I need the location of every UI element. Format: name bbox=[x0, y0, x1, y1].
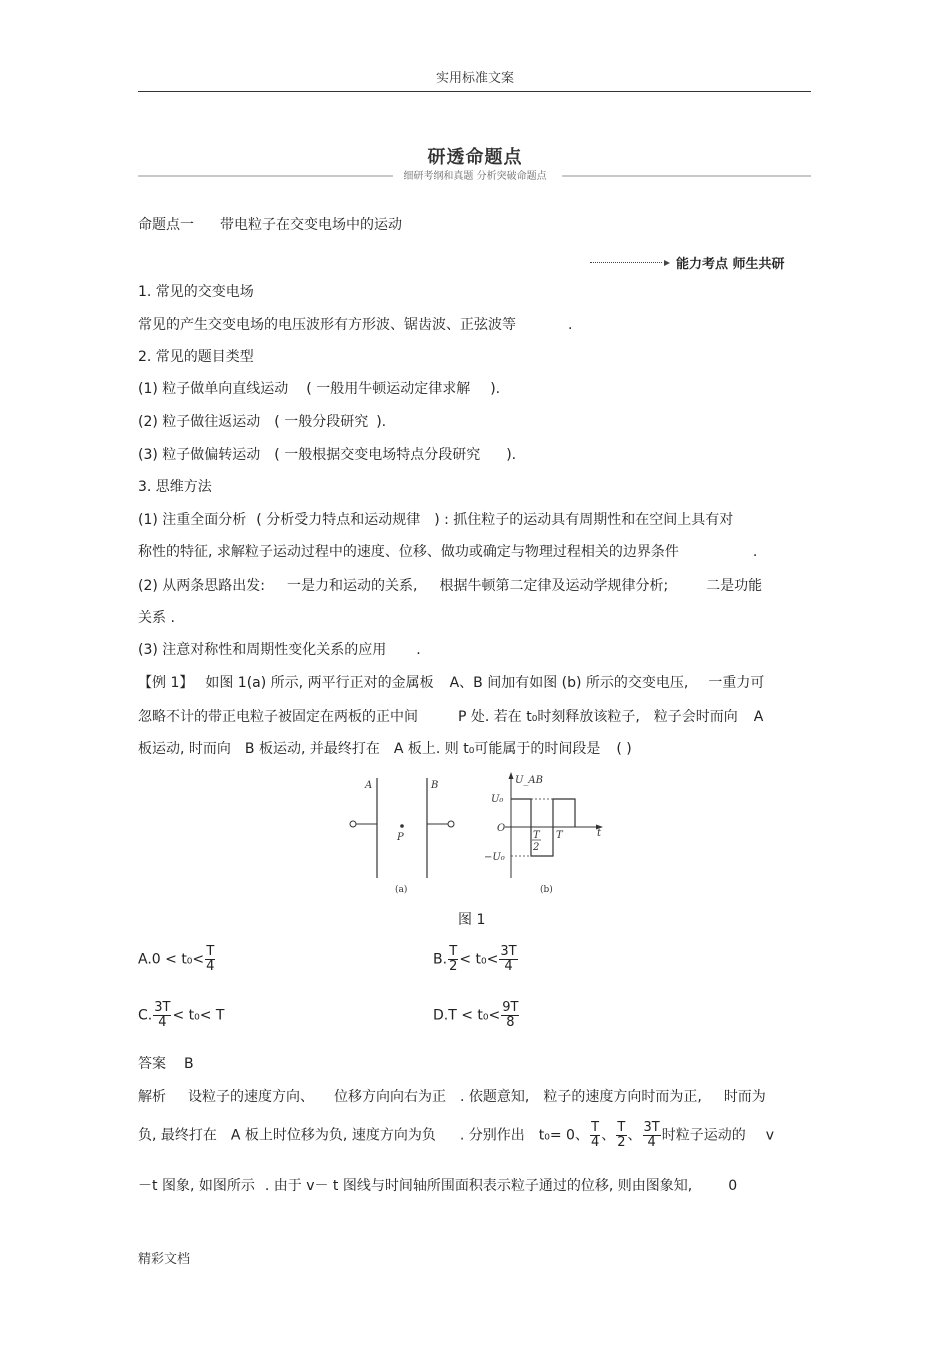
answer-value: B bbox=[184, 1056, 194, 1072]
option-d-text: D.T < t₀< bbox=[433, 1007, 501, 1024]
header-rule bbox=[138, 91, 811, 92]
page-header-title: 实用标准文案 bbox=[435, 71, 514, 86]
body-line-2-end: . bbox=[568, 317, 573, 333]
body-line-6 bbox=[138, 446, 516, 464]
option-c-den: 4 bbox=[158, 1015, 167, 1030]
body-line-10 bbox=[138, 577, 762, 595]
analysis-line-3 bbox=[138, 1177, 737, 1195]
analysis-f2-num: T bbox=[617, 1120, 626, 1135]
ability-tag bbox=[590, 253, 810, 272]
analysis-line-2b: A 板上时位移为负, 速度方向为负 bbox=[230, 1127, 436, 1144]
body-line-10c: 根据牛顿第二定律及运动学规律分析; bbox=[439, 578, 669, 594]
option-b-num-1: T bbox=[449, 944, 458, 959]
analysis-f3-den: 4 bbox=[647, 1135, 656, 1150]
example-line-3b: B 板运动, 并最终打在 bbox=[244, 741, 380, 757]
analysis-fraction-1 bbox=[590, 1121, 600, 1150]
analysis-label: 解析 bbox=[138, 1089, 166, 1105]
analysis-line-1e: 时而为 bbox=[723, 1089, 766, 1105]
figure-caption: 图 1 bbox=[458, 912, 486, 928]
neg-u0-label: −U₀ bbox=[484, 852, 505, 863]
plate-b-label: B bbox=[431, 780, 439, 791]
analysis-f1-num: T bbox=[591, 1120, 600, 1135]
body-line-6a: (3) 粒子做偏转运动 bbox=[138, 447, 261, 463]
option-a-den: 4 bbox=[206, 959, 215, 974]
body-line-10b: 一是力和运动的关系, bbox=[287, 578, 418, 594]
option-d-den: 8 bbox=[506, 1015, 515, 1030]
option-c-mid: < t₀< T bbox=[172, 1007, 225, 1024]
option-d bbox=[433, 1001, 520, 1030]
example-line-3 bbox=[138, 740, 632, 758]
analysis-sep-2: 、 bbox=[627, 1127, 642, 1144]
option-b bbox=[433, 945, 519, 974]
section-heading-label: 命题点一 bbox=[138, 217, 194, 233]
option-a-fraction bbox=[205, 945, 215, 974]
example-line-2c: 粒子会时而向 bbox=[653, 709, 738, 725]
body-line-9 bbox=[138, 543, 757, 561]
body-line-4b: ( 一般用牛顿运动定律求解 bbox=[306, 381, 471, 397]
body-line-8a: (1) 注重全面分析 bbox=[138, 512, 247, 528]
example-line-2b: P 处. 若在 t₀时刻释放该粒子, bbox=[458, 709, 640, 725]
figure-1 bbox=[335, 770, 625, 898]
body-line-2 bbox=[138, 316, 572, 334]
option-c-prefix: C. bbox=[138, 1007, 153, 1024]
point-p bbox=[400, 824, 404, 828]
option-b-den-2: 4 bbox=[504, 959, 513, 974]
option-a-num: T bbox=[206, 944, 215, 959]
body-line-12a: (3) 注意对称性和周期性变化关系的应用 bbox=[138, 642, 387, 658]
body-line-12b: . bbox=[416, 642, 421, 658]
origin-label: O bbox=[497, 823, 506, 834]
section-heading-text: 带电粒子在交变电场中的运动 bbox=[220, 217, 402, 233]
section-heading bbox=[138, 216, 402, 234]
analysis-line-2c: . 分别作出 bbox=[459, 1127, 525, 1144]
half-t-num: T bbox=[533, 830, 540, 841]
option-b-prefix: B. bbox=[433, 951, 448, 968]
body-line-8 bbox=[138, 511, 733, 529]
analysis-line-1 bbox=[138, 1088, 766, 1106]
analysis-sep-1: 、 bbox=[601, 1127, 616, 1144]
caption-a: (a) bbox=[395, 885, 408, 895]
option-b-fraction-2 bbox=[499, 945, 517, 974]
option-b-fraction-1 bbox=[448, 945, 458, 974]
example-line-1c: 一重力可 bbox=[708, 675, 765, 691]
analysis-line-3a: －t 图象, 如图所示 bbox=[138, 1178, 255, 1194]
analysis-line-2d: t₀= 0、 bbox=[538, 1127, 589, 1144]
body-line-5b: ( 一般分段研究 bbox=[274, 414, 369, 430]
half-t-den: 2 bbox=[533, 842, 540, 853]
banner-title: 研透命题点 bbox=[427, 147, 523, 168]
analysis-line-2 bbox=[138, 1121, 774, 1150]
option-c-fraction bbox=[153, 1001, 171, 1030]
body-line-8b: ( 分析受力特点和运动规律 bbox=[256, 512, 421, 528]
analysis-line-2e: 时粒子运动的 bbox=[661, 1127, 746, 1144]
body-line-4a: (1) 粒子做单向直线运动 bbox=[138, 381, 289, 397]
analysis-f3-num: 3T bbox=[643, 1120, 660, 1135]
body-line-4 bbox=[138, 380, 500, 398]
option-c bbox=[138, 1001, 224, 1030]
analysis-line-3c: 0 bbox=[728, 1178, 738, 1194]
point-p-label: P bbox=[397, 832, 404, 843]
option-a-text: A.0 < t₀< bbox=[138, 951, 205, 968]
ability-tag-text: 能力考点 师生共研 bbox=[676, 257, 785, 272]
option-d-fraction bbox=[501, 1001, 519, 1030]
analysis-f1-den: 4 bbox=[590, 1135, 600, 1150]
option-a bbox=[138, 945, 216, 974]
u-axis-label: U_AB bbox=[515, 775, 543, 786]
body-line-9b: . bbox=[752, 544, 758, 560]
analysis-line-1d: 粒子的速度方向时而为正, bbox=[543, 1089, 702, 1105]
analysis-line-1a: 设粒子的速度方向、 bbox=[188, 1089, 314, 1105]
example-line-3c: A 板上. 则 t₀可能属于的时间段是 bbox=[393, 741, 601, 757]
example-label: 【例 1】 bbox=[138, 675, 194, 691]
analysis-f2-den: 2 bbox=[617, 1135, 626, 1150]
body-line-1: 1. 常见的交变电场 bbox=[138, 284, 254, 300]
u0-label: U₀ bbox=[491, 794, 504, 805]
body-line-5a: (2) 粒子做往返运动 bbox=[138, 414, 261, 430]
terminal-a bbox=[350, 821, 356, 827]
page-footer: 精彩文档 bbox=[138, 1252, 191, 1267]
example-line-1 bbox=[138, 674, 764, 692]
example-line-2d: A bbox=[753, 709, 764, 725]
example-line-1a: 如图 1(a) 所示, 两平行正对的金属板 bbox=[205, 675, 434, 691]
caption-b: (b) bbox=[540, 885, 553, 895]
analysis-line-2f: v bbox=[765, 1127, 775, 1144]
body-line-2-text: 常见的产生交变电场的电压波形有方形波、锯齿波、正弦波等 bbox=[138, 317, 516, 333]
terminal-b bbox=[448, 821, 454, 827]
tag-dotted-line bbox=[590, 262, 662, 263]
plate-a-label: A bbox=[365, 780, 373, 791]
option-b-num-2: 3T bbox=[500, 944, 517, 959]
option-d-num: 9T bbox=[502, 1000, 519, 1015]
body-line-6c: ). bbox=[506, 447, 517, 463]
example-line-3d: ( ) bbox=[616, 741, 632, 757]
body-line-9a: 称性的特征, 求解粒子运动过程中的速度、位移、做功或确定与物理过程相关的边界条件 bbox=[138, 544, 679, 560]
t-tick-label: T bbox=[556, 830, 563, 841]
body-line-4c: ). bbox=[490, 381, 501, 397]
body-line-6b: ( 一般根据交变电场特点分段研究 bbox=[274, 447, 481, 463]
u-axis-arrow bbox=[509, 772, 514, 779]
body-line-10d: 二是功能 bbox=[706, 578, 763, 594]
arrow-right-icon bbox=[664, 260, 670, 266]
example-line-1b: A、B 间加有如图 (b) 所示的交变电压, bbox=[449, 675, 689, 691]
example-line-2a: 忽略不计的带正电粒子被固定在两板的正中间 bbox=[138, 709, 418, 725]
body-line-5 bbox=[138, 413, 386, 431]
analysis-line-1b: 位移方向向右为正 bbox=[334, 1089, 446, 1105]
analysis-fraction-3 bbox=[643, 1121, 661, 1150]
body-line-11: 关系 . bbox=[138, 610, 175, 626]
option-c-num: 3T bbox=[154, 1000, 171, 1015]
body-line-10a: (2) 从两条思路出发: bbox=[138, 578, 265, 594]
body-line-7: 3. 思维方法 bbox=[138, 479, 212, 495]
answer-label: 答案 bbox=[138, 1056, 166, 1072]
banner-subtitle-text: 细研考纲和真题 分析突破命题点 bbox=[399, 171, 550, 182]
analysis-line-2a: 负, 最终打在 bbox=[138, 1127, 217, 1144]
body-line-5c: ). bbox=[376, 414, 387, 430]
body-line-8c: ) : 抓住粒子的运动具有周期性和在空间上具有对 bbox=[434, 512, 734, 528]
answer-line bbox=[138, 1055, 194, 1073]
analysis-line-1c: . 依题意知, bbox=[460, 1089, 530, 1105]
option-b-den-1: 2 bbox=[449, 959, 458, 974]
banner-subtitle bbox=[0, 167, 950, 182]
analysis-line-3b: . 由于 v－ t 图线与时间轴所围面积表示粒子通过的位移, 则由图象知, bbox=[264, 1178, 693, 1194]
option-b-mid: < t₀< bbox=[459, 951, 499, 968]
body-line-12 bbox=[138, 641, 421, 659]
example-line-3a: 板运动, 时而向 bbox=[138, 741, 231, 757]
body-line-3: 2. 常见的题目类型 bbox=[138, 349, 254, 365]
t-axis-label: t bbox=[597, 828, 602, 839]
example-line-2 bbox=[138, 708, 763, 726]
analysis-fraction-2 bbox=[616, 1121, 626, 1150]
